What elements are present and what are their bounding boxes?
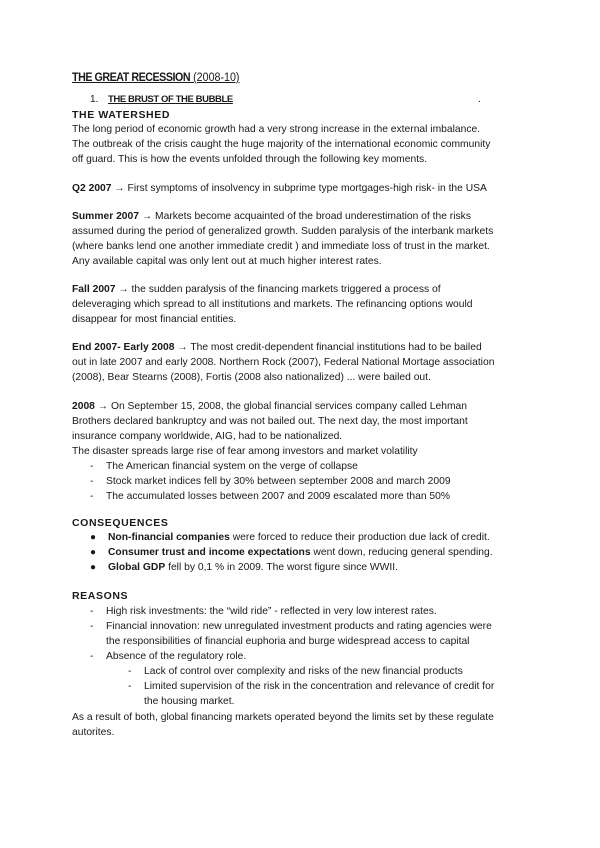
dash-glyph: - <box>90 621 94 632</box>
dash-glyph: - <box>128 666 132 677</box>
watershed-heading: THE WATERSHED <box>72 109 171 121</box>
paragraph-line: The long period of economic growth had a very strong increase in the external imbalance. <box>72 124 481 135</box>
arrow-glyph: → <box>174 342 191 353</box>
consequences-list <box>90 530 493 575</box>
event-text: First symptoms of insolvency in subprime type mortgages-high risk- in the USA <box>127 183 487 194</box>
arrow-glyph: → <box>115 284 132 295</box>
dash-glyph: - <box>90 606 94 617</box>
event-text: Markets become acquainted of the broad underestimation of the risks <box>155 211 471 222</box>
list-item: ● Global GDP fell by 0,1 % in 2009. The worst figure since WWII. <box>90 562 398 573</box>
reasons-heading: REASONS <box>72 590 129 602</box>
arrow-glyph: → <box>94 401 111 412</box>
reasons-list <box>90 604 494 709</box>
dash-glyph: - <box>90 651 94 662</box>
event-text: The most credit-dependent financial institutions had to be bailed <box>190 342 482 353</box>
dash-glyph: - <box>90 491 94 502</box>
disaster-points-list <box>90 459 451 504</box>
event-text: disappear for most financial entities. <box>72 314 237 325</box>
list-item: - The accumulated losses between 2007 and 2009 escalated more than 50% <box>90 491 451 502</box>
event-label: Q2 2007 <box>72 183 112 194</box>
event-text: Any available capital was only lent out at much higher interest rates. <box>72 256 382 267</box>
event-end-2007-early-2008 <box>72 340 532 385</box>
paragraph-line: As a result of both, global financing markets operated beyond the limits set by these regulate <box>72 712 494 723</box>
reasons-conclusion <box>72 710 532 740</box>
list-item: ● Consumer trust and income expectations went down, reducing general spending. <box>90 547 493 558</box>
event-text: (where banks lend one another immediate credit ) and immediate loss of trust in the market. <box>72 241 490 252</box>
arrow-glyph: → <box>111 183 128 194</box>
bullet-glyph: ● <box>90 562 97 573</box>
event-q2-2007 <box>72 181 532 196</box>
sub-list-item: - Lack of control over complexity and risks of the new financial products <box>128 666 463 677</box>
event-summer-2007 <box>72 209 532 269</box>
event-text: Brothers declared bankruptcy and was not bailed out. The next day, the most important <box>72 416 468 427</box>
event-text: out in late 2007 and early 2008. Northern Rock (2007), Federal National Mortage association <box>72 357 495 368</box>
event-text: On September 15, 2008, the global financial services company called Lehman <box>110 401 467 412</box>
event-text: the sudden paralysis of the financing markets triggered a process of <box>131 284 441 295</box>
dash-glyph: - <box>128 681 132 692</box>
list-item: - The American financial system on the verge of collapse <box>90 461 358 472</box>
event-text: insurance company worldwide, AIG, had to be nationalized. <box>72 431 343 442</box>
event-label: 2008 <box>72 401 95 412</box>
subtitle-text: THE BRUST OF THE BUBBLE <box>108 94 233 105</box>
sub-list-item: - Limited supervision of the risk in the concentration and relevance of credit for the housing market. <box>128 681 495 707</box>
event-label: End 2007- Early 2008 <box>72 342 175 353</box>
bullet-glyph: ● <box>90 532 97 543</box>
section-subtitle <box>90 94 233 105</box>
dash-glyph: - <box>90 461 94 472</box>
title-years: (2008-10) <box>190 72 240 84</box>
consequences-heading: CONSEQUENCES <box>72 517 169 529</box>
event-text: (2008), Bear Stearns (2008), Fortis (2008 also nationalized) ... were bailed out. <box>72 372 431 383</box>
event-fall-2007 <box>72 282 532 327</box>
title-main: THE GREAT RECESSION <box>72 72 191 84</box>
list-item: - Financial innovation: new unregulated investment products and rating agencies were the responsibilities of financial euphoria and burge widespread access to capital <box>90 621 492 647</box>
event-text: assumed during the period of generalized growth. Sudden paralysis of the interbank markets <box>72 226 494 237</box>
event-text: deleveraging which spread to all institutions and markets. The refinancing options would <box>72 299 473 310</box>
subtitle-trailing-mark: . <box>478 94 481 105</box>
watershed-paragraph <box>72 122 532 167</box>
event-label: Summer 2007 <box>72 211 139 222</box>
paragraph-line: The outbreak of the crisis caught the huge majority of the international economic community <box>72 139 491 150</box>
list-item: - Absence of the regulatory role. <box>90 651 247 662</box>
event-2008 <box>72 399 532 459</box>
bullet-glyph: ● <box>90 547 97 558</box>
event-text: The disaster spreads large rise of fear among investors and market volatility <box>72 446 418 457</box>
list-item: ● Non-financial companies were forced to reduce their production due lack of credit. <box>90 532 490 543</box>
paragraph-line: autorites. <box>72 727 115 738</box>
subtitle-number: 1. <box>90 94 99 105</box>
arrow-glyph: → <box>138 211 156 222</box>
document-title <box>72 72 239 84</box>
list-item: - Stock market indices fell by 30% between september 2008 and march 2009 <box>90 476 451 487</box>
dash-glyph: - <box>90 476 94 487</box>
paragraph-line: off guard. This is how the events unfolded through the following key moments. <box>72 154 428 165</box>
event-label: Fall 2007 <box>72 284 116 295</box>
list-item: - High risk investments: the “wild ride” - reflected in very low interest rates. <box>90 606 437 617</box>
